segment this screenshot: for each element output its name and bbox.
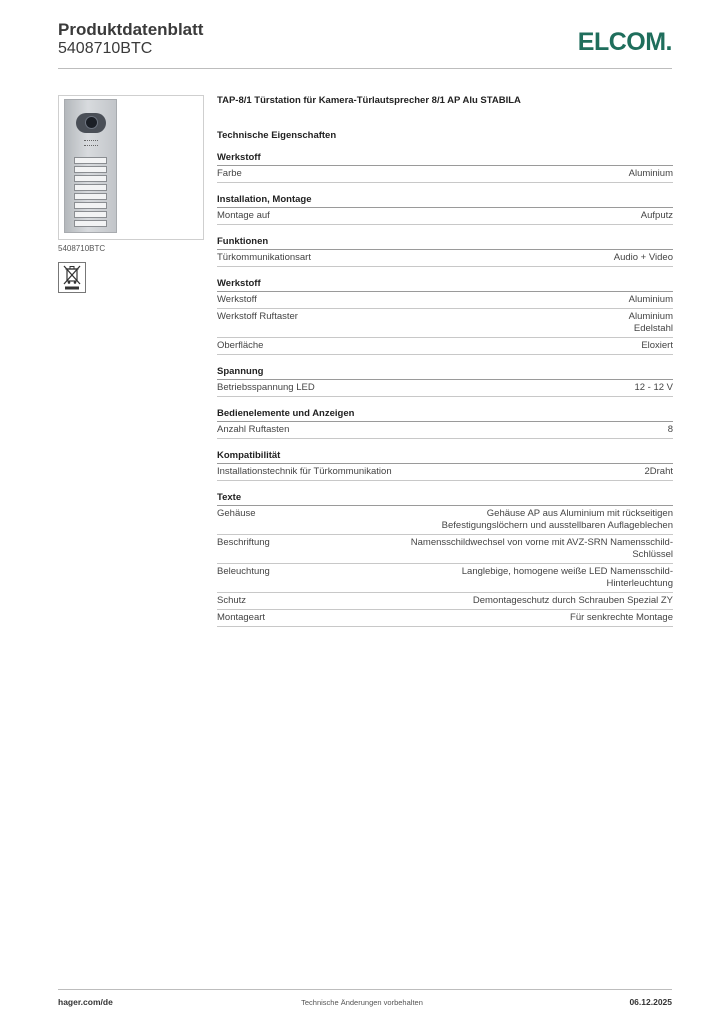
- product-image: [58, 95, 204, 240]
- door-station-panel: [64, 99, 117, 233]
- spec-group-title: Funktionen: [217, 236, 673, 250]
- spec-group: [217, 366, 673, 397]
- spec-row: [217, 564, 673, 593]
- spec-value: 8: [667, 424, 673, 435]
- spec-row: [217, 166, 673, 183]
- product-name: TAP-8/1 Türstation für Kamera-Türlautsprecher 8/1 AP Alu STABILA: [217, 95, 521, 106]
- spec-label: Werkstoff: [217, 294, 257, 305]
- spec-groups: [217, 152, 673, 627]
- spec-group: [217, 492, 673, 627]
- call-button-4: [74, 184, 107, 191]
- spec-value: Demontageschutz durch Schrauben Spezial ZY: [472, 595, 673, 606]
- spec-value: 12 - 12 V: [634, 382, 673, 393]
- call-button-3: [74, 175, 107, 182]
- call-button-6: [74, 202, 107, 209]
- camera-lens: [85, 116, 98, 129]
- spec-label: Anzahl Ruftasten: [217, 424, 290, 435]
- spec-label: Beleuchtung: [217, 566, 270, 577]
- header-divider: [58, 68, 672, 69]
- spec-row: [217, 506, 673, 535]
- spec-group-title: Texte: [217, 492, 673, 506]
- spec-value: Langlebige, homogene weiße LED Namensschild- Hinterleuchtung: [461, 566, 673, 589]
- spec-row: [217, 292, 673, 309]
- spec-group: [217, 278, 673, 355]
- spec-label: Schutz: [217, 595, 247, 606]
- spec-row: [217, 422, 673, 439]
- spec-value: Für senkrechte Montage: [570, 612, 673, 623]
- call-button-2: [74, 166, 107, 173]
- spec-group: [217, 194, 673, 225]
- footer-note: Technische Änderungen vorbehalten: [301, 998, 423, 1007]
- spec-label: Oberfläche: [217, 340, 264, 351]
- section-title: Technische Eigenschaften: [217, 130, 337, 141]
- spec-row: [217, 250, 673, 267]
- spec-value: Audio + Video: [613, 252, 673, 263]
- spec-label: Installationstechnik für Türkommunikation: [217, 466, 392, 477]
- spec-label: Montageart: [217, 612, 266, 623]
- elcom-logo: ELCOM.: [577, 28, 672, 56]
- call-button-7: [74, 211, 107, 218]
- spec-group-title: Bedienelemente und Anzeigen: [217, 408, 673, 422]
- spec-label: Montage auf: [217, 210, 270, 221]
- spec-value: Aluminium Edelstahl: [628, 311, 673, 334]
- weee-crossed-bin-icon: [58, 262, 86, 293]
- spec-row: [217, 610, 673, 627]
- spec-label: Gehäuse: [217, 508, 256, 519]
- spec-value: Aufputz: [640, 210, 673, 221]
- image-caption: 5408710BTC: [58, 244, 106, 253]
- spec-label: Türkommunikationsart: [217, 252, 311, 263]
- spec-group: [217, 152, 673, 183]
- article-number: 5408710BTC: [58, 40, 153, 57]
- spec-label: Beschriftung: [217, 537, 270, 548]
- spec-value: Aluminium: [628, 294, 673, 305]
- page-title: Produktdatenblatt: [58, 20, 204, 39]
- spec-row: [217, 309, 673, 338]
- spec-group: [217, 450, 673, 481]
- spec-value: 2Draht: [644, 466, 673, 477]
- spec-row: [217, 338, 673, 355]
- spec-row: [217, 380, 673, 397]
- call-button-8: [74, 220, 107, 227]
- footer-divider: [58, 989, 672, 990]
- spec-value: Eloxiert: [641, 340, 673, 351]
- spec-value: Gehäuse AP aus Aluminium mit rückseitigen Befestigungslöchern und ausstellbaren Auflageblechen: [441, 508, 673, 531]
- spec-group-title: Werkstoff: [217, 152, 673, 166]
- call-button-5: [74, 193, 107, 200]
- spec-row: [217, 535, 673, 564]
- spec-row: [217, 464, 673, 481]
- spec-label: Werkstoff Ruftaster: [217, 311, 298, 322]
- call-button-1: [74, 157, 107, 164]
- spec-value: Aluminium: [628, 168, 673, 179]
- spec-group: [217, 408, 673, 439]
- spec-group-title: Spannung: [217, 366, 673, 380]
- speaker-grille: [84, 140, 98, 146]
- camera-module: [76, 113, 106, 133]
- spec-group: [217, 236, 673, 267]
- footer-website: hager.com/de: [58, 997, 113, 1007]
- spec-label: Betriebsspannung LED: [217, 382, 315, 393]
- spec-value: Namensschildwechsel von vorne mit AVZ-SRN Namensschild- Schlüssel: [410, 537, 673, 560]
- spec-row: [217, 593, 673, 610]
- spec-label: Farbe: [217, 168, 242, 179]
- spec-group-title: Werkstoff: [217, 278, 673, 292]
- spec-group-title: Installation, Montage: [217, 194, 673, 208]
- spec-group-title: Kompatibilität: [217, 450, 673, 464]
- footer-date: 06.12.2025: [629, 997, 672, 1007]
- spec-content: [217, 95, 673, 627]
- spec-row: [217, 208, 673, 225]
